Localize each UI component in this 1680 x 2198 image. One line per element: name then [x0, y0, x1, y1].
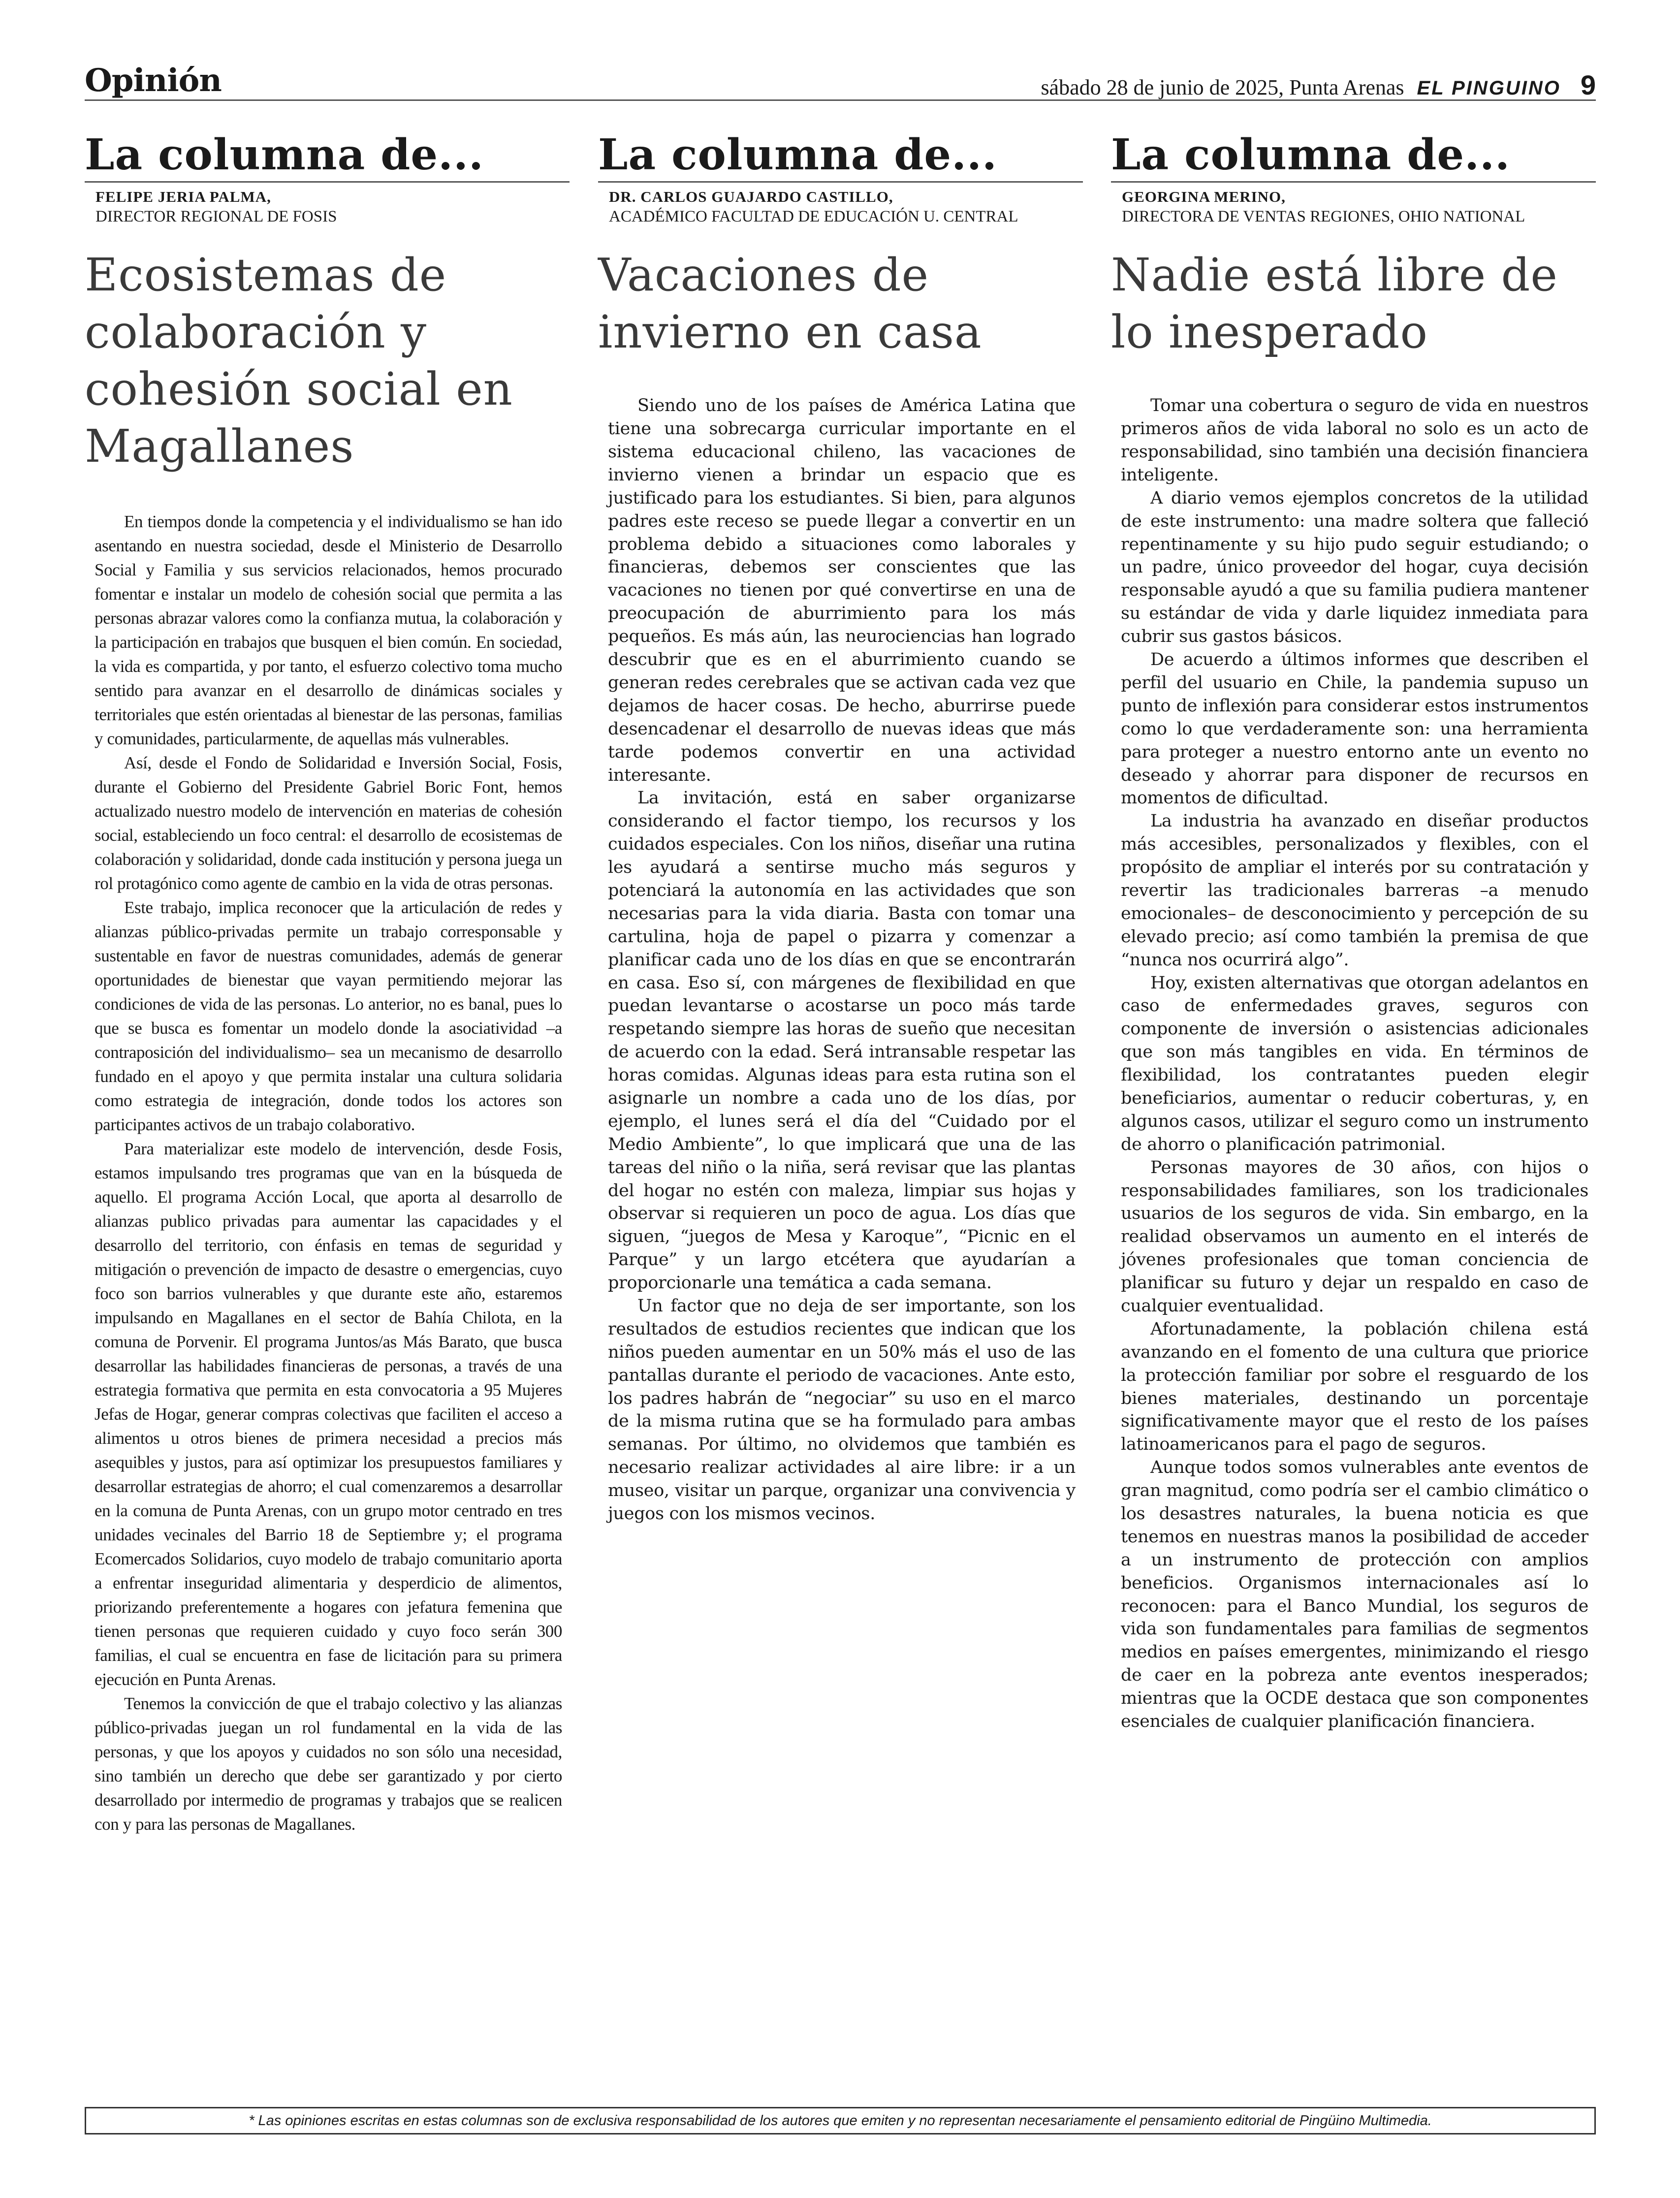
paragraph: Personas mayores de 30 años, con hijos o responsabilidades familiares, son los tradicionales usuarios de los seguros de vida. Sin embargo, en la realidad observamos un aumento en el interés de jóvenes profesionales que toman conciencia de planificar su futuro y dejar un respaldo en caso de cualquier eventualidad.	[1121, 1157, 1588, 1316]
column-kicker: La columna de...	[85, 134, 570, 183]
article-headline: Nadie está libre de lo inesperado	[1111, 249, 1558, 359]
paragraph: Así, desde el Fondo de Solidaridad e Inversión Social, Fosis, durante el Gobierno del Presidente Gabriel Boric Font, hemos actualizado nuestro modelo de intervención en materias de cohesión social, estableciendo un foco central: el desarrollo de ecosistemas de colaboración y solidaridad, donde cada institución y persona juega un rol protagónico como agente de cambio en la vida de otras personas.	[95, 753, 562, 893]
author-name: GEORGINA MERINO,	[1122, 188, 1286, 205]
article-body	[1121, 394, 1588, 1733]
paragraph: Para materializar este modelo de intervención, desde Fosis, estamos impulsando tres programas que van en la búsqueda de aquello. El programa Acción Local, que aporta al desarrollo de alianzas publico privadas para aumentar las capacidades y el desarrollo del territorio, con énfasis en temas de seguridad y mitigación o prevención de impacto de desastre o emergencias, cuyo foco son barrios vulnerables y que durante este año, estaremos impulsando en Magallanes en el sector de Bahía Chilota, en la comuna de Porvenir. El programa Juntos/as Más Barato, que busca desarrollar las habilidades financieras de personas, a través de una estrategia formativa que permita en esta convocatoria a 95 Mujeres Jefas de Hogar, generar compras colectivas que faciliten el acceso a alimentos u otros bienes de primera necesidad a precios más asequibles y justos, para así optimizar los presupuestos familiares y desarrollar estrategias de ahorro; el cual comenzaremos a desarrollar en la comuna de Punta Arenas, con un grupo motor centrado en tres unidades vecinales del Barrio 18 de Septiembre y; el programa Ecomercados Solidarios, cuyo modelo de trabajo comunitario aporta a enfrentar inseguridad alimentaria y desperdicio de alimentos, priorizando preferentemente a hogares con jefatura femenina que tienen personas que requieren cuidado y cuyo foco serán 300 familias, el cual se encuentra en fase de licitación para su primera ejecución en Punta Arenas.	[95, 1139, 562, 1689]
paragraph: La industria ha avanzado en diseñar productos más accesibles, personalizados y flexibles, con el propósito de ampliar el interés por su contratación y revertir las tradicionales barreras –a menudo emocionales– de desconocimiento y percepción de su elevado precio; así como también la premisa de que “nunca nos ocurrirá algo”.	[1121, 811, 1588, 970]
author-role: ACADÉMICO FACULTAD DE EDUCACIÓN U. CENTRAL	[609, 208, 1018, 226]
masthead-logo: EL PINGUINO	[1417, 77, 1561, 99]
paragraph: La invitación, está en saber organizarse considerando el factor tiempo, los recursos y los cuidados especiales. Con los niños, diseñar una rutina les ayudará a sentirse mucho más seguros y potenciará la autonomía en las actividades que son necesarias para la vida diaria. Basta con tomar una cartulina, hoja de papel o pizarra y comenzar a planificar cada uno de los días en que se encontrarán en casa. Eso sí, con márgenes de flexibilidad en que puedan levantarse o acostarse un poco más tarde respetando siempre las horas de sueño que necesitan de acuerdo con la edad. Será intransable respetar las horas comidas. Algunas ideas para esta rutina son el asignarle un nombre a cada uno de los días, por ejemplo, el lunes será el día del “Cuidado por el Medio Ambiente”, lo que implicará que una de las tareas del niño o la niña, será revisar que las plantas del hogar no estén con maleza, limpiar sus hojas y observar si requieren un poco de agua. Los días que siguen, “juegos de Mesa y Karoque”, “Picnic en el Parque” y un largo etcétera que ayudarían a proporcionarle una temática a cada semana.	[608, 788, 1076, 1293]
dateline: sábado 28 de junio de 2025, Punta Arenas	[1041, 75, 1404, 99]
paragraph: Aunque todos somos vulnerables ante eventos de gran magnitud, como podría ser el cambio climático o los desastres naturales, la buena noticia es que tenemos en nuestras manos la posibilidad de acceder a un instrumento de protección con amplios beneficios. Organismos internacionales así lo reconocen: para el Banco Mundial, los seguros de vida son fundamentales para familias de segmentos medios en países emergentes, minimizando el riesgo de caer en la pobreza ante eventos inesperados; mientras que la OCDE destaca que son componentes esenciales de cualquier planificación financiera.	[1121, 1458, 1588, 1732]
article-headline: Ecosistemas de colaboración y cohesión social en Magallanes	[85, 249, 513, 473]
column-kicker: La columna de...	[598, 134, 1083, 183]
author-role: DIRECTOR REGIONAL DE FOSIS	[95, 208, 337, 226]
author-name: FELIPE JERIA PALMA,	[95, 188, 271, 205]
opinion-column-2	[598, 130, 1083, 1526]
paragraph: Un factor que no deja de ser importante, son los resultados de estudios recientes que indican que los niños pueden aumentar en un 50% más el uso de las pantallas durante el periodo de vacaciones. Ante esto, los padres habrán de “negociar” su uso en el marco de la misma rutina que se ha formulado para ambas semanas. Por último, no olvidemos que también es necesario realizar actividades al aire libre: ir a un museo, visitar un parque, organizar una convivencia y juegos con los mismos vecinos.	[608, 1296, 1076, 1524]
paragraph: Tomar una cobertura o seguro de vida en nuestros primeros años de vida laboral no solo es un acto de responsabilidad, sino también una decisión financiera inteligente.	[1121, 396, 1588, 485]
paragraph: De acuerdo a últimos informes que describen el perfil del usuario en Chile, la pandemia supuso un punto de inflexión para considerar estos instrumentos como lo que verdaderamente son: una herramienta para proteger a nuestro entorno ante un evento no deseado y ahorrar para disponer de recursos en momentos de dificultad.	[1121, 650, 1588, 808]
paragraph: A diario vemos ejemplos concretos de la utilidad de este instrumento: una madre soltera que falleció repentinamente y su hijo pudo seguir estudiando; o un padre, único proveedor del hogar, cuya decisión responsable ayudó a que su familia pudiera mantener su estándar de vida y darle liquidez inmediata para cubrir sus gastos básicos.	[1121, 488, 1588, 647]
column-kicker: La columna de...	[1111, 134, 1596, 183]
paragraph: Siendo uno de los países de América Latina que tiene una sobrecarga curricular importante en el sistema educacional chileno, las vacaciones de invierno vienen a brindar un espacio que es justificado para los estudiantes. Si bien, para algunos padres este receso se puede llegar a convertir en un problema debido a situaciones como laborales y financieras, debemos ser conscientes que las vacaciones no tienen por qué convertirse en una de preocupación de aburrimiento para los más pequeños. Es más aún, las neurociencias han logrado descubrir que es en el aburrimiento cuando se generan redes cerebrales que se activan cada vez que dejamos de hacer cosas. De hecho, aburrirse puede desencadenar el desarrollo de nuevas ideas que más tarde podemos convertir en una actividad interesante.	[608, 396, 1076, 785]
author-role: DIRECTORA DE VENTAS REGIONES, OHIO NATIONAL	[1122, 208, 1525, 226]
header-meta	[1041, 69, 1596, 101]
opinion-column-1	[85, 130, 570, 1836]
article-body	[608, 394, 1076, 1526]
paragraph: En tiempos donde la competencia y el individualismo se han ido asentando en nuestra sociedad, desde el Ministerio de Desarrollo Social y Familia y sus servicios relacionados, hemos procurado fomentar e instalar un modelo de cohesión social que permita a las personas abrazar valores como la confianza mutua, la colaboración y la participación en trabajos que busquen el bien común. En sociedad, la vida es compartida, y por tanto, el esfuerzo colectivo toma mucho sentido para avanzar en el desarrollo de dinámicas sociales y territoriales que estén orientadas al bienestar de las personas, familias y comunidades, particularmente, de aquellas más vulnerables.	[95, 512, 562, 749]
page-number: 9	[1580, 69, 1596, 100]
author-name: DR. CARLOS GUAJARDO CASTILLO,	[609, 188, 893, 205]
paragraph: Tenemos la convicción de que el trabajo colectivo y las alianzas público-privadas juegan un rol fundamental en la vida de las personas, y que los apoyos y cuidados no son sólo una necesidad, sino también un derecho que debe ser garantizado y por cierto desarrollado por intermedio de programas y trabajos que se realicen con y para las personas de Magallanes.	[95, 1694, 562, 1834]
paragraph: Este trabajo, implica reconocer que la articulación de redes y alianzas público-privadas permite un trabajo corresponsable y sustentable en favor de nuestras comunidades, además de generar oportunidades de bienestar que vayan permitiendo mejorar las condiciones de vida de las personas. Lo anterior, no es banal, pues lo que se busca es fomentar un modelo donde la asociatividad –a contraposición del individualismo– sea un mecanismo de desarrollo fundado en el apoyo y que permita instalar una cultura solidaria como estrategia de integración, donde todos los actores son participantes activos de un trabajo colaborativo.	[95, 898, 562, 1135]
disclaimer-box	[85, 2107, 1596, 2134]
article-body	[95, 510, 562, 1836]
disclaimer-text: * Las opiniones escritas en estas columnas son de exclusiva responsabilidad de los autores que emiten y no representan necesariamente el pensamiento editorial de Pingüino Multimedia.	[249, 2112, 1432, 2129]
paragraph: Afortunadamente, la población chilena está avanzando en el fomento de una cultura que priorice la protección familiar por sobre el resguardo de los bienes materiales, destinando un porcentaje significativamente mayor que el resto de los países latinoamericanos para el pago de seguros.	[1121, 1319, 1588, 1455]
section-title: Opinión	[85, 62, 222, 99]
opinion-column-3	[1111, 130, 1596, 1733]
page-header	[85, 62, 1596, 101]
article-headline: Vacaciones de invierno en casa	[598, 249, 982, 359]
paragraph: Hoy, existen alternativas que otorgan adelantos en caso de enfermedades graves, seguros con componente de inversión o asistencias adicionales que son más tangibles en vida. En términos de flexibilidad, los contratantes pueden elegir beneficiarios, aumentar o reducir coberturas, y, en algunos casos, utilizar el seguro como un instrumento de ahorro o planificación patrimonial.	[1121, 973, 1588, 1154]
